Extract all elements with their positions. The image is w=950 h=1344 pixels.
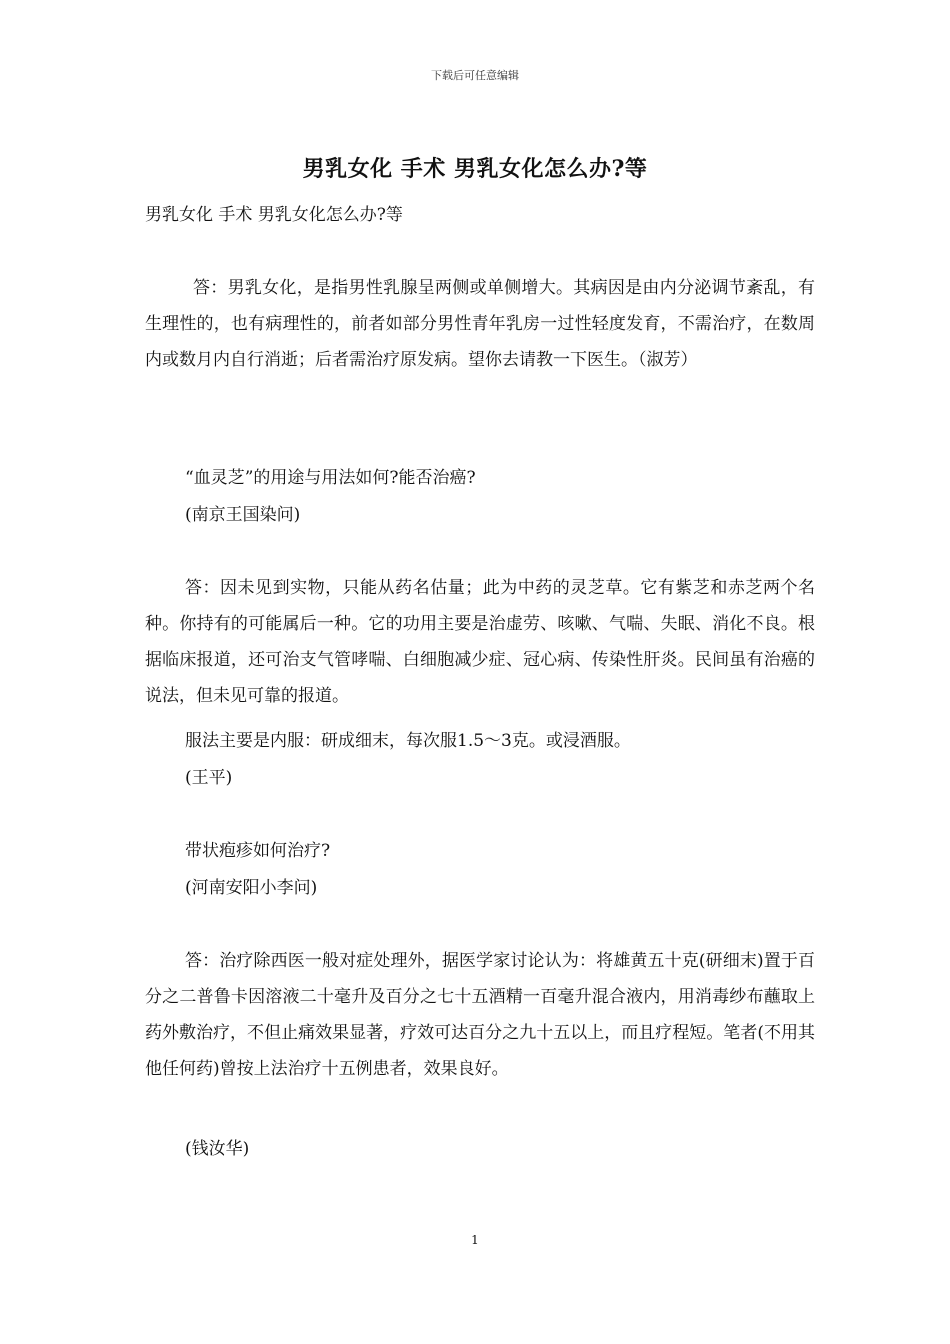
qa1-answer-block [145,270,815,378]
qa3-author: (钱汝华) [185,1139,250,1159]
qa2-asker: (南京王国染问) [185,505,301,525]
document-subtitle: 男乳女化 手术 男乳女化怎么办?等 [145,205,403,225]
qa2-question: “血灵芝”的用途与用法如何?能否治癌? [185,468,476,488]
qa3-answer: 答：治疗除西医一般对症处理外，据医学家讨论认为：将雄黄五十克(研细末)置于百分之二普鲁卡因溶液二十毫升及百分之七十五酒精一百毫升混合液内，用消毒纱布蘸取上药外敷治疗，不但止痛效果显著，疗效可达百分之九十五以上，而且疗程短。笔者(不用其他任何药)曾按上法治疗十五例患者，效果良好。 [145,951,815,1079]
qa1-answer: 答：男乳女化，是指男性乳腺呈两侧或单侧增大。其病因是由内分泌调节紊乱，有生理性的，也有病理性的，前者如部分男性青年乳房一过性轻度发育，不需治疗，在数周内或数月内自行消逝；后者需治疗原发病。望你去请教一下医生。（淑芳） [145,278,815,370]
qa3-answer-block [145,943,815,1087]
header-note: 下载后可任意编辑 [431,69,519,82]
page-number: 1 [471,1233,479,1247]
qa2-answer-block [145,570,815,714]
qa2-author: (王平) [185,768,233,788]
qa2-usage: 服法主要是内服：研成细末，每次服1.5～3克。或浸酒服。 [185,731,631,751]
qa3-question: 带状疱疹如何治疗? [185,841,331,861]
document-title: 男乳女化 手术 男乳女化怎么办?等 [302,156,648,182]
qa2-answer: 答：因未见到实物，只能从药名估量；此为中药的灵芝草。它有紫芝和赤芝两个名种。你持有的可能属后一种。它的功用主要是治虚劳、咳嗽、气喘、失眠、消化不良。根据临床报道，还可治支气管哮喘、白细胞减少症、冠心病、传染性肝炎。民间虽有治癌的说法，但未见可靠的报道。 [145,578,815,706]
qa3-asker: (河南安阳小李问) [185,878,318,898]
